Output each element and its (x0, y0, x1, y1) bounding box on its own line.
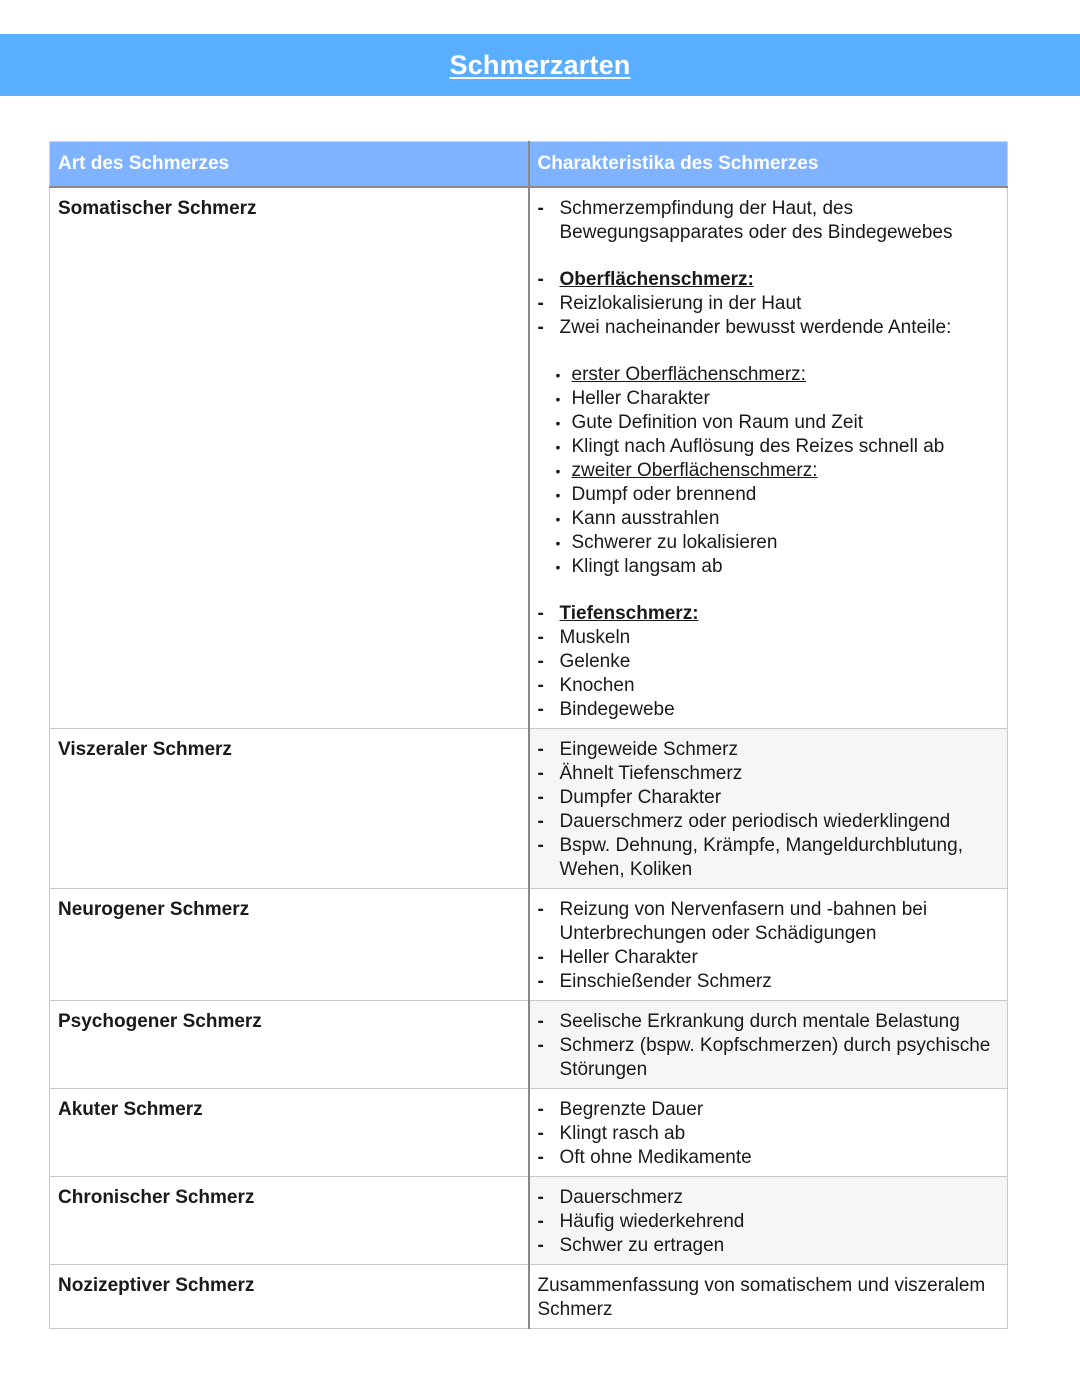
list-item: - Oft ohne Medikamente (538, 1146, 1000, 1170)
pain-name: Neurogener Schmerz (50, 889, 529, 1001)
list-heading: - Tiefenschmerz: (538, 602, 1000, 626)
list-item: - Schmerzempfindung der Haut, des Bewegungsapparates oder des Bindegewebes (538, 197, 1000, 245)
list-item: - Ähnelt Tiefenschmerz (538, 762, 1000, 786)
bullet-heading: • erster Oberflächenschmerz: (556, 363, 1000, 387)
dash-list (538, 1186, 1000, 1258)
pain-description (529, 889, 1008, 1001)
pain-name: Nozizeptiver Schmerz (50, 1265, 529, 1329)
bullet-item: • Heller Charakter (556, 387, 1000, 411)
dash-list (538, 1098, 1000, 1170)
list-item: - Einschießender Schmerz (538, 970, 1000, 994)
bullet-item: • Dumpf oder brennend (556, 483, 1000, 507)
list-item: - Reizung von Nervenfasern und -bahnen bei Unterbrechungen oder Schädigungen (538, 898, 1000, 946)
list-item: - Reizlokalisierung in der Haut (538, 292, 1000, 316)
list-item: - Seelische Erkrankung durch mentale Belastung (538, 1010, 1000, 1034)
page-title: Schmerzarten (449, 49, 631, 80)
table-row (50, 1177, 1008, 1265)
table-row (50, 187, 1008, 729)
table-row (50, 889, 1008, 1001)
header-charakteristika: Charakteristika des Schmerzes (529, 142, 1008, 188)
bullet-item: • Kann ausstrahlen (556, 507, 1000, 531)
pain-description (529, 1089, 1008, 1177)
bullet-heading: • zweiter Oberflächenschmerz: (556, 459, 1000, 483)
dash-list (538, 898, 1000, 994)
pain-description (529, 1001, 1008, 1089)
dash-list (538, 268, 1000, 340)
list-item: - Dauerschmerz (538, 1186, 1000, 1210)
pain-types-table (49, 141, 1008, 1329)
list-item: - Zwei nacheinander bewusst werdende Anteile: (538, 316, 1000, 340)
list-item: - Knochen (538, 674, 1000, 698)
list-item: - Bindegewebe (538, 698, 1000, 722)
list-item: - Muskeln (538, 626, 1000, 650)
table-header-row (50, 142, 1008, 188)
list-item: - Klingt rasch ab (538, 1122, 1000, 1146)
pain-description (529, 1265, 1008, 1329)
list-heading: - Oberflächenschmerz: (538, 268, 1000, 292)
title-bar (0, 34, 1080, 96)
list-item: - Dauerschmerz oder periodisch wiederklingend (538, 810, 1000, 834)
list-item: - Dumpfer Charakter (538, 786, 1000, 810)
dash-list (538, 1010, 1000, 1082)
bullet-item: • Schwerer zu lokalisieren (556, 531, 1000, 555)
pain-name: Viszeraler Schmerz (50, 729, 529, 889)
table-row (50, 1001, 1008, 1089)
list-item: - Häufig wiederkehrend (538, 1210, 1000, 1234)
list-item: - Schmerz (bspw. Kopfschmerzen) durch psychische Störungen (538, 1034, 1000, 1082)
bullet-list (556, 363, 1000, 579)
table-row (50, 1265, 1008, 1329)
list-item: - Bspw. Dehnung, Krämpfe, Mangeldurchblutung, Wehen, Koliken (538, 834, 1000, 882)
dash-list (538, 602, 1000, 722)
pain-name: Somatischer Schmerz (50, 187, 529, 729)
header-art: Art des Schmerzes (50, 142, 529, 188)
bullet-item: • Gute Definition von Raum und Zeit (556, 411, 1000, 435)
list-item: - Begrenzte Dauer (538, 1098, 1000, 1122)
pain-description (529, 187, 1008, 729)
list-item: - Heller Charakter (538, 946, 1000, 970)
pain-description (529, 729, 1008, 889)
list-item: - Eingeweide Schmerz (538, 738, 1000, 762)
pain-description (529, 1177, 1008, 1265)
bullet-item: • Klingt langsam ab (556, 555, 1000, 579)
dash-list (538, 738, 1000, 882)
description-text: Zusammenfassung von somatischem und viszeralem Schmerz (537, 1275, 986, 1320)
list-item: - Gelenke (538, 650, 1000, 674)
list-item: - Schwer zu ertragen (538, 1234, 1000, 1258)
pain-name: Chronischer Schmerz (50, 1177, 529, 1265)
pain-name: Psychogener Schmerz (50, 1001, 529, 1089)
table-row (50, 729, 1008, 889)
bullet-item: • Klingt nach Auflösung des Reizes schnell ab (556, 435, 1000, 459)
table-row (50, 1089, 1008, 1177)
pain-name: Akuter Schmerz (50, 1089, 529, 1177)
dash-list (538, 197, 1000, 245)
